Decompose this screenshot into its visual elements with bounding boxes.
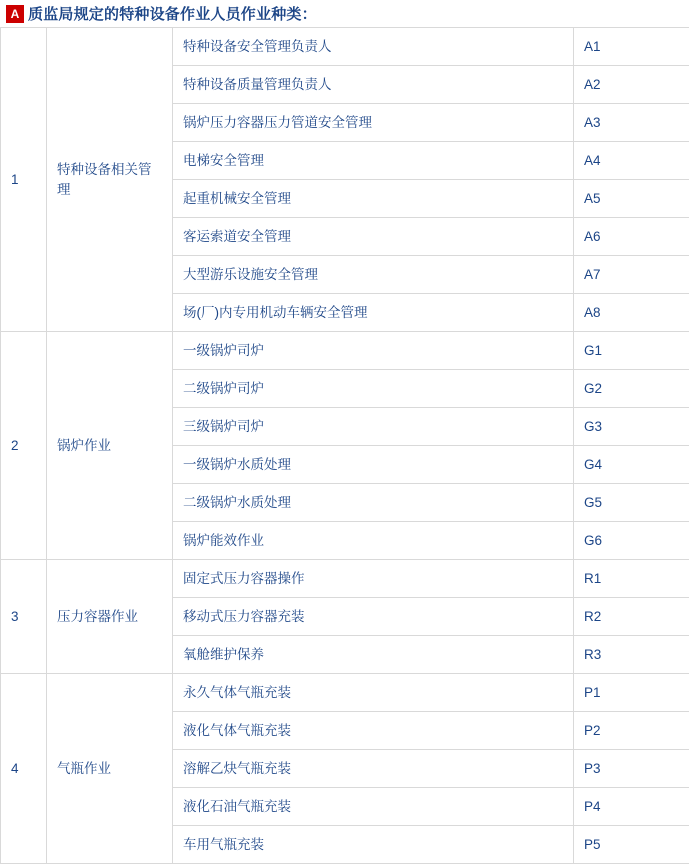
section-badge-icon: A xyxy=(6,5,24,23)
occupation-code-cell: A5 xyxy=(574,180,689,218)
table-body xyxy=(1,28,689,864)
occupation-name-cell: 三级锅炉司炉 xyxy=(173,408,574,446)
occupation-name-cell: 一级锅炉水质处理 xyxy=(173,446,574,484)
table-row xyxy=(1,28,689,66)
occupation-name-cell: 电梯安全管理 xyxy=(173,142,574,180)
occupation-code-cell: G4 xyxy=(574,446,689,484)
occupation-code-cell: G2 xyxy=(574,370,689,408)
occupation-name-cell: 特种设备质量管理负责人 xyxy=(173,66,574,104)
occupation-code-cell: A1 xyxy=(574,28,689,66)
occupation-code-cell: R1 xyxy=(574,560,689,598)
occupation-name-cell: 二级锅炉司炉 xyxy=(173,370,574,408)
group-number-cell: 1 xyxy=(1,28,47,332)
page-title: 质监局规定的特种设备作业人员作业种类： xyxy=(28,3,317,24)
table-row xyxy=(1,674,689,712)
group-number-cell: 2 xyxy=(1,332,47,560)
occupation-code-cell: G6 xyxy=(574,522,689,560)
group-category-cell: 压力容器作业 xyxy=(47,560,173,674)
occupation-name-cell: 永久气体气瓶充装 xyxy=(173,674,574,712)
occupation-code-cell: R2 xyxy=(574,598,689,636)
occupation-name-cell: 二级锅炉水质处理 xyxy=(173,484,574,522)
occupation-name-cell: 特种设备安全管理负责人 xyxy=(173,28,574,66)
occupation-code-cell: A6 xyxy=(574,218,689,256)
occupation-name-cell: 客运索道安全管理 xyxy=(173,218,574,256)
occupation-name-cell: 一级锅炉司炉 xyxy=(173,332,574,370)
group-number-cell: 3 xyxy=(1,560,47,674)
occupation-code-cell: G5 xyxy=(574,484,689,522)
occupation-name-cell: 场(厂)内专用机动车辆安全管理 xyxy=(173,294,574,332)
group-number-cell: 4 xyxy=(1,674,47,864)
occupation-code-cell: P5 xyxy=(574,826,689,864)
occupation-code-cell: P3 xyxy=(574,750,689,788)
occupation-code-cell: P4 xyxy=(574,788,689,826)
table-row xyxy=(1,560,689,598)
occupation-code-cell: A3 xyxy=(574,104,689,142)
occupation-code-cell: A7 xyxy=(574,256,689,294)
table-row xyxy=(1,332,689,370)
occupation-name-cell: 车用气瓶充装 xyxy=(173,826,574,864)
occupation-code-cell: P2 xyxy=(574,712,689,750)
occupation-name-cell: 氧舱维护保养 xyxy=(173,636,574,674)
occupation-code-cell: A8 xyxy=(574,294,689,332)
occupation-code-cell: A4 xyxy=(574,142,689,180)
occupation-category-table xyxy=(0,27,689,864)
occupation-code-cell: G3 xyxy=(574,408,689,446)
occupation-name-cell: 液化气体气瓶充装 xyxy=(173,712,574,750)
occupation-code-cell: P1 xyxy=(574,674,689,712)
occupation-name-cell: 固定式压力容器操作 xyxy=(173,560,574,598)
occupation-name-cell: 锅炉能效作业 xyxy=(173,522,574,560)
occupation-name-cell: 起重机械安全管理 xyxy=(173,180,574,218)
occupation-code-cell: R3 xyxy=(574,636,689,674)
occupation-name-cell: 移动式压力容器充装 xyxy=(173,598,574,636)
group-category-cell: 特种设备相关管理 xyxy=(47,28,173,332)
occupation-code-cell: A2 xyxy=(574,66,689,104)
group-category-cell: 锅炉作业 xyxy=(47,332,173,560)
page-header xyxy=(0,0,689,27)
occupation-code-cell: G1 xyxy=(574,332,689,370)
group-category-cell: 气瓶作业 xyxy=(47,674,173,864)
occupation-name-cell: 大型游乐设施安全管理 xyxy=(173,256,574,294)
occupation-name-cell: 锅炉压力容器压力管道安全管理 xyxy=(173,104,574,142)
occupation-name-cell: 溶解乙炔气瓶充装 xyxy=(173,750,574,788)
occupation-name-cell: 液化石油气瓶充装 xyxy=(173,788,574,826)
